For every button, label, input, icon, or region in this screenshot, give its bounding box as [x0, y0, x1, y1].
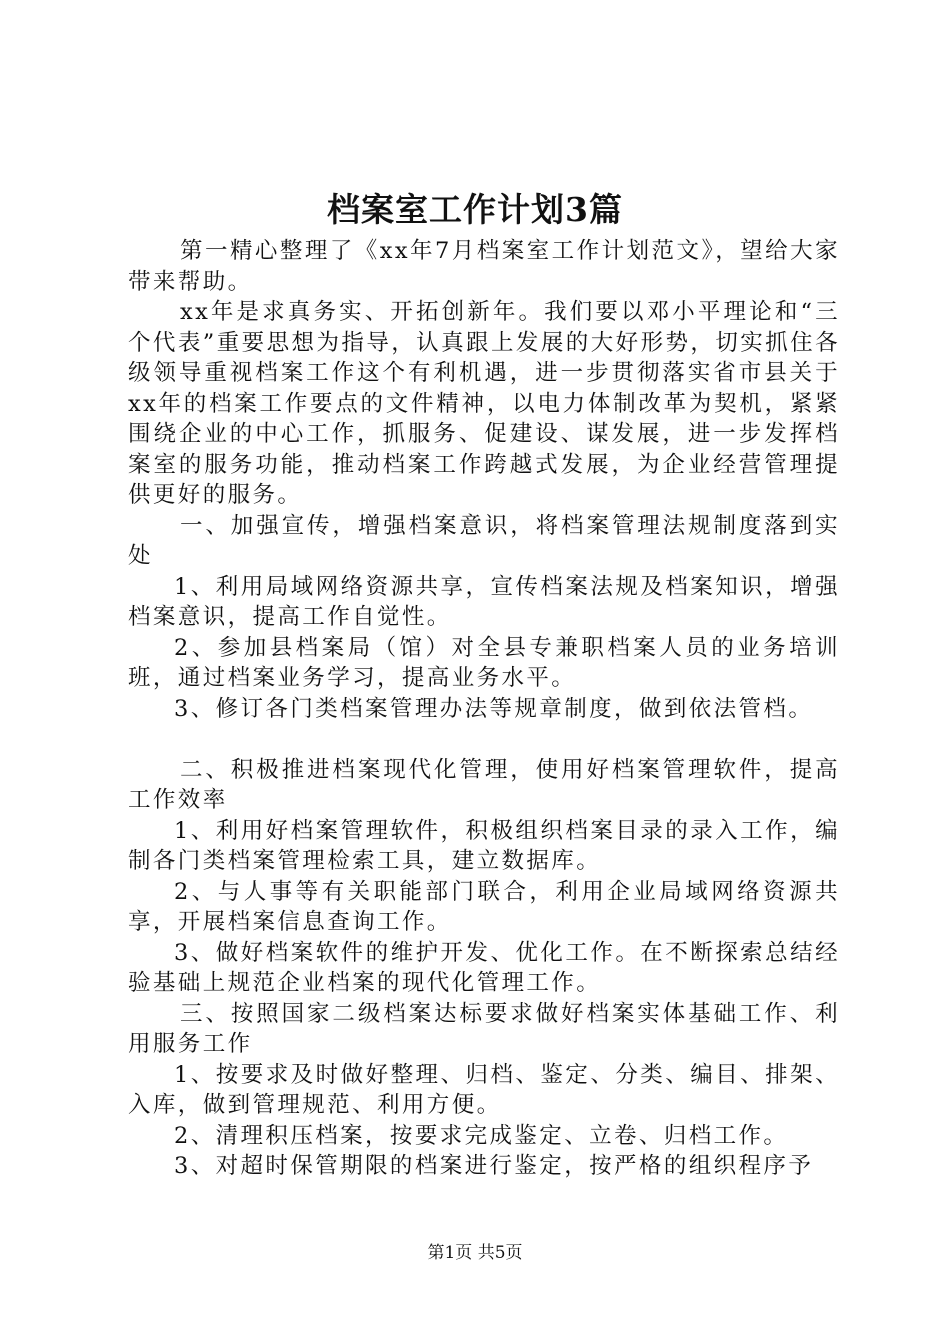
list-item-2-1: 1、利用好档案管理软件，积极组织档案目录的录入工作，编制各门类档案管理检索工具，建立数据库。 — [128, 817, 840, 874]
list-item-2-2: 2、与人事等有关职能部门联合，利用企业局域网络资源共享，开展档案信息查询工作。 — [128, 878, 840, 935]
section-heading-2: 二、积极推进档案现代化管理，使用好档案管理软件，提高工作效率 — [128, 756, 840, 813]
paragraph-overview: xx年是求真务实、开拓创新年。我们要以邓小平理论和“三个代表”重要思想为指导，认真跟上发展的大好形势，切实抓住各级领导重视档案工作这个有利机遇，进一步贯彻落实省市县关于xx年的档案工作要点的文件精神，以电力体制改革为契机，紧紧围绕企业的中心工作，抓服务、促建设、谋发展，进一步发挥档案室的服务功能，推动档案工作跨越式发展，为企业经营管理提供更好的服务。 — [128, 299, 840, 508]
list-item-1-1: 1、利用局域网络资源共享，宣传档案法规及档案知识，增强档案意识，提高工作自觉性。 — [128, 573, 840, 630]
paragraph-intro: 第一精心整理了《xx年7月档案室工作计划范文》，望给大家带来帮助。 — [128, 238, 840, 295]
document-title: 档案室工作计划3篇 — [327, 190, 623, 229]
page-footer: 第1页 共5页 — [427, 1243, 523, 1263]
document-body — [128, 236, 840, 1182]
blank-line — [128, 724, 840, 755]
list-item-1-3: 3、修订各门类档案管理办法等规章制度，做到依法管档。 — [174, 695, 814, 722]
list-item-3-1: 1、按要求及时做好整理、归档、鉴定、分类、编目、排架、入库，做到管理规范、利用方便。 — [128, 1061, 840, 1118]
list-item-3-3: 3、对超时保管期限的档案进行鉴定，按严格的组织程序予 — [174, 1153, 814, 1179]
section-heading-3: 三、按照国家二级档案达标要求做好档案实体基础工作、利用服务工作 — [128, 1000, 840, 1057]
list-item-3-2: 2、清理积压档案，按要求完成鉴定、立卷、归档工作。 — [174, 1122, 789, 1149]
list-item-1-2: 2、参加县档案局（馆）对全县专兼职档案人员的业务培训班，通过档案业务学习，提高业务水平。 — [128, 634, 840, 691]
section-heading-1: 一、加强宣传，增强档案意识，将档案管理法规制度落到实处 — [128, 512, 840, 569]
list-item-2-3: 3、做好档案软件的维护开发、优化工作。在不断探索总结经验基础上规范企业档案的现代化管理工作。 — [128, 939, 840, 996]
